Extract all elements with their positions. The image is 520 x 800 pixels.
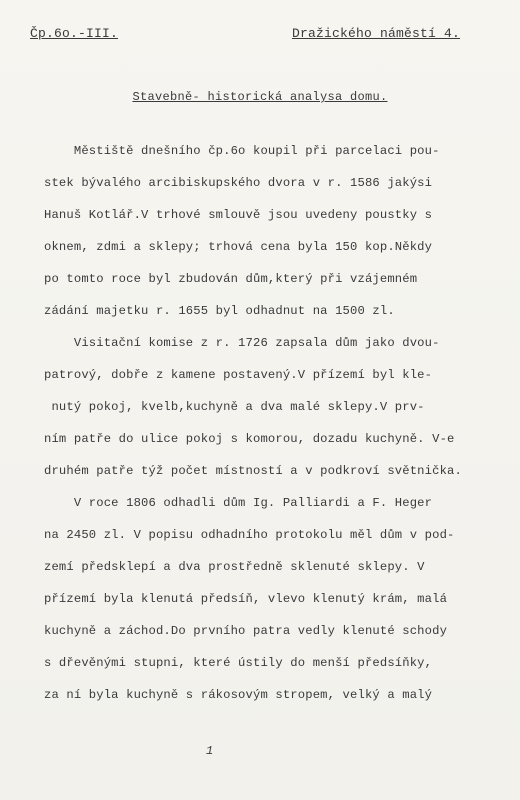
- text-line: druhém patře týž počet místností a v podkroví světnička.: [44, 464, 462, 478]
- text-line: zádání majetku r. 1655 byl odhadnut na 1500 zl.: [44, 304, 395, 318]
- text-line: stek bývalého arcibiskupského dvora v r. 1586 jakýsi: [44, 176, 433, 190]
- street-address: Dražického náměstí 4.: [291, 26, 460, 41]
- house-reference: Čp.6o.-III.: [30, 26, 119, 41]
- text-line: nutý pokoj, kvelb,kuchyně a dva malé sklepy.V prv-: [44, 400, 425, 414]
- text-line: kuchyně a záchod.Do prvního patra vedly klenuté schody: [44, 624, 448, 638]
- text-line: patrový, dobře z kamene postavený.V přízemí byl kle-: [44, 368, 433, 382]
- text-line: oknem, zdmi a sklepy; trhová cena byla 150 kop.Někdy: [44, 240, 433, 254]
- text-line: přízemí byla klenutá předsíň, vlevo klenutý krám, malá: [44, 592, 448, 606]
- text-line: zemí předsklepí a dva prostředně sklenuté sklepy. V: [44, 560, 425, 574]
- text-line: V roce 1806 odhadli dům Ig. Palliardi a F. Heger: [44, 496, 433, 510]
- page-number: 1: [206, 744, 214, 758]
- text-line: za ní byla kuchyně s rákosovým stropem, velký a malý: [44, 688, 433, 702]
- text-line: Hanuš Kotlář.V trhové smlouvě jsou uvedeny poustky s: [44, 208, 433, 222]
- document-title: Stavebně- historická analysa domu.: [132, 90, 388, 104]
- document-body: [44, 135, 464, 711]
- text-line: po tomto roce byl zbudován dům,který při vzájemném: [44, 272, 418, 286]
- text-line: na 2450 zl. V popisu odhadního protokolu měl dům v pod-: [44, 528, 455, 542]
- page-header: [30, 26, 460, 41]
- text-line: ním patře do ulice pokoj s komorou, dozadu kuchyně. V-e: [44, 432, 455, 446]
- text-line: Visitační komise z r. 1726 zapsala dům jako dvou-: [44, 336, 440, 350]
- text-line: s dřevěnými stupni, které ústily do menší předsíňky,: [44, 656, 433, 670]
- text-line: Městiště dnešního čp.6o koupil při parcelaci pou-: [44, 144, 440, 158]
